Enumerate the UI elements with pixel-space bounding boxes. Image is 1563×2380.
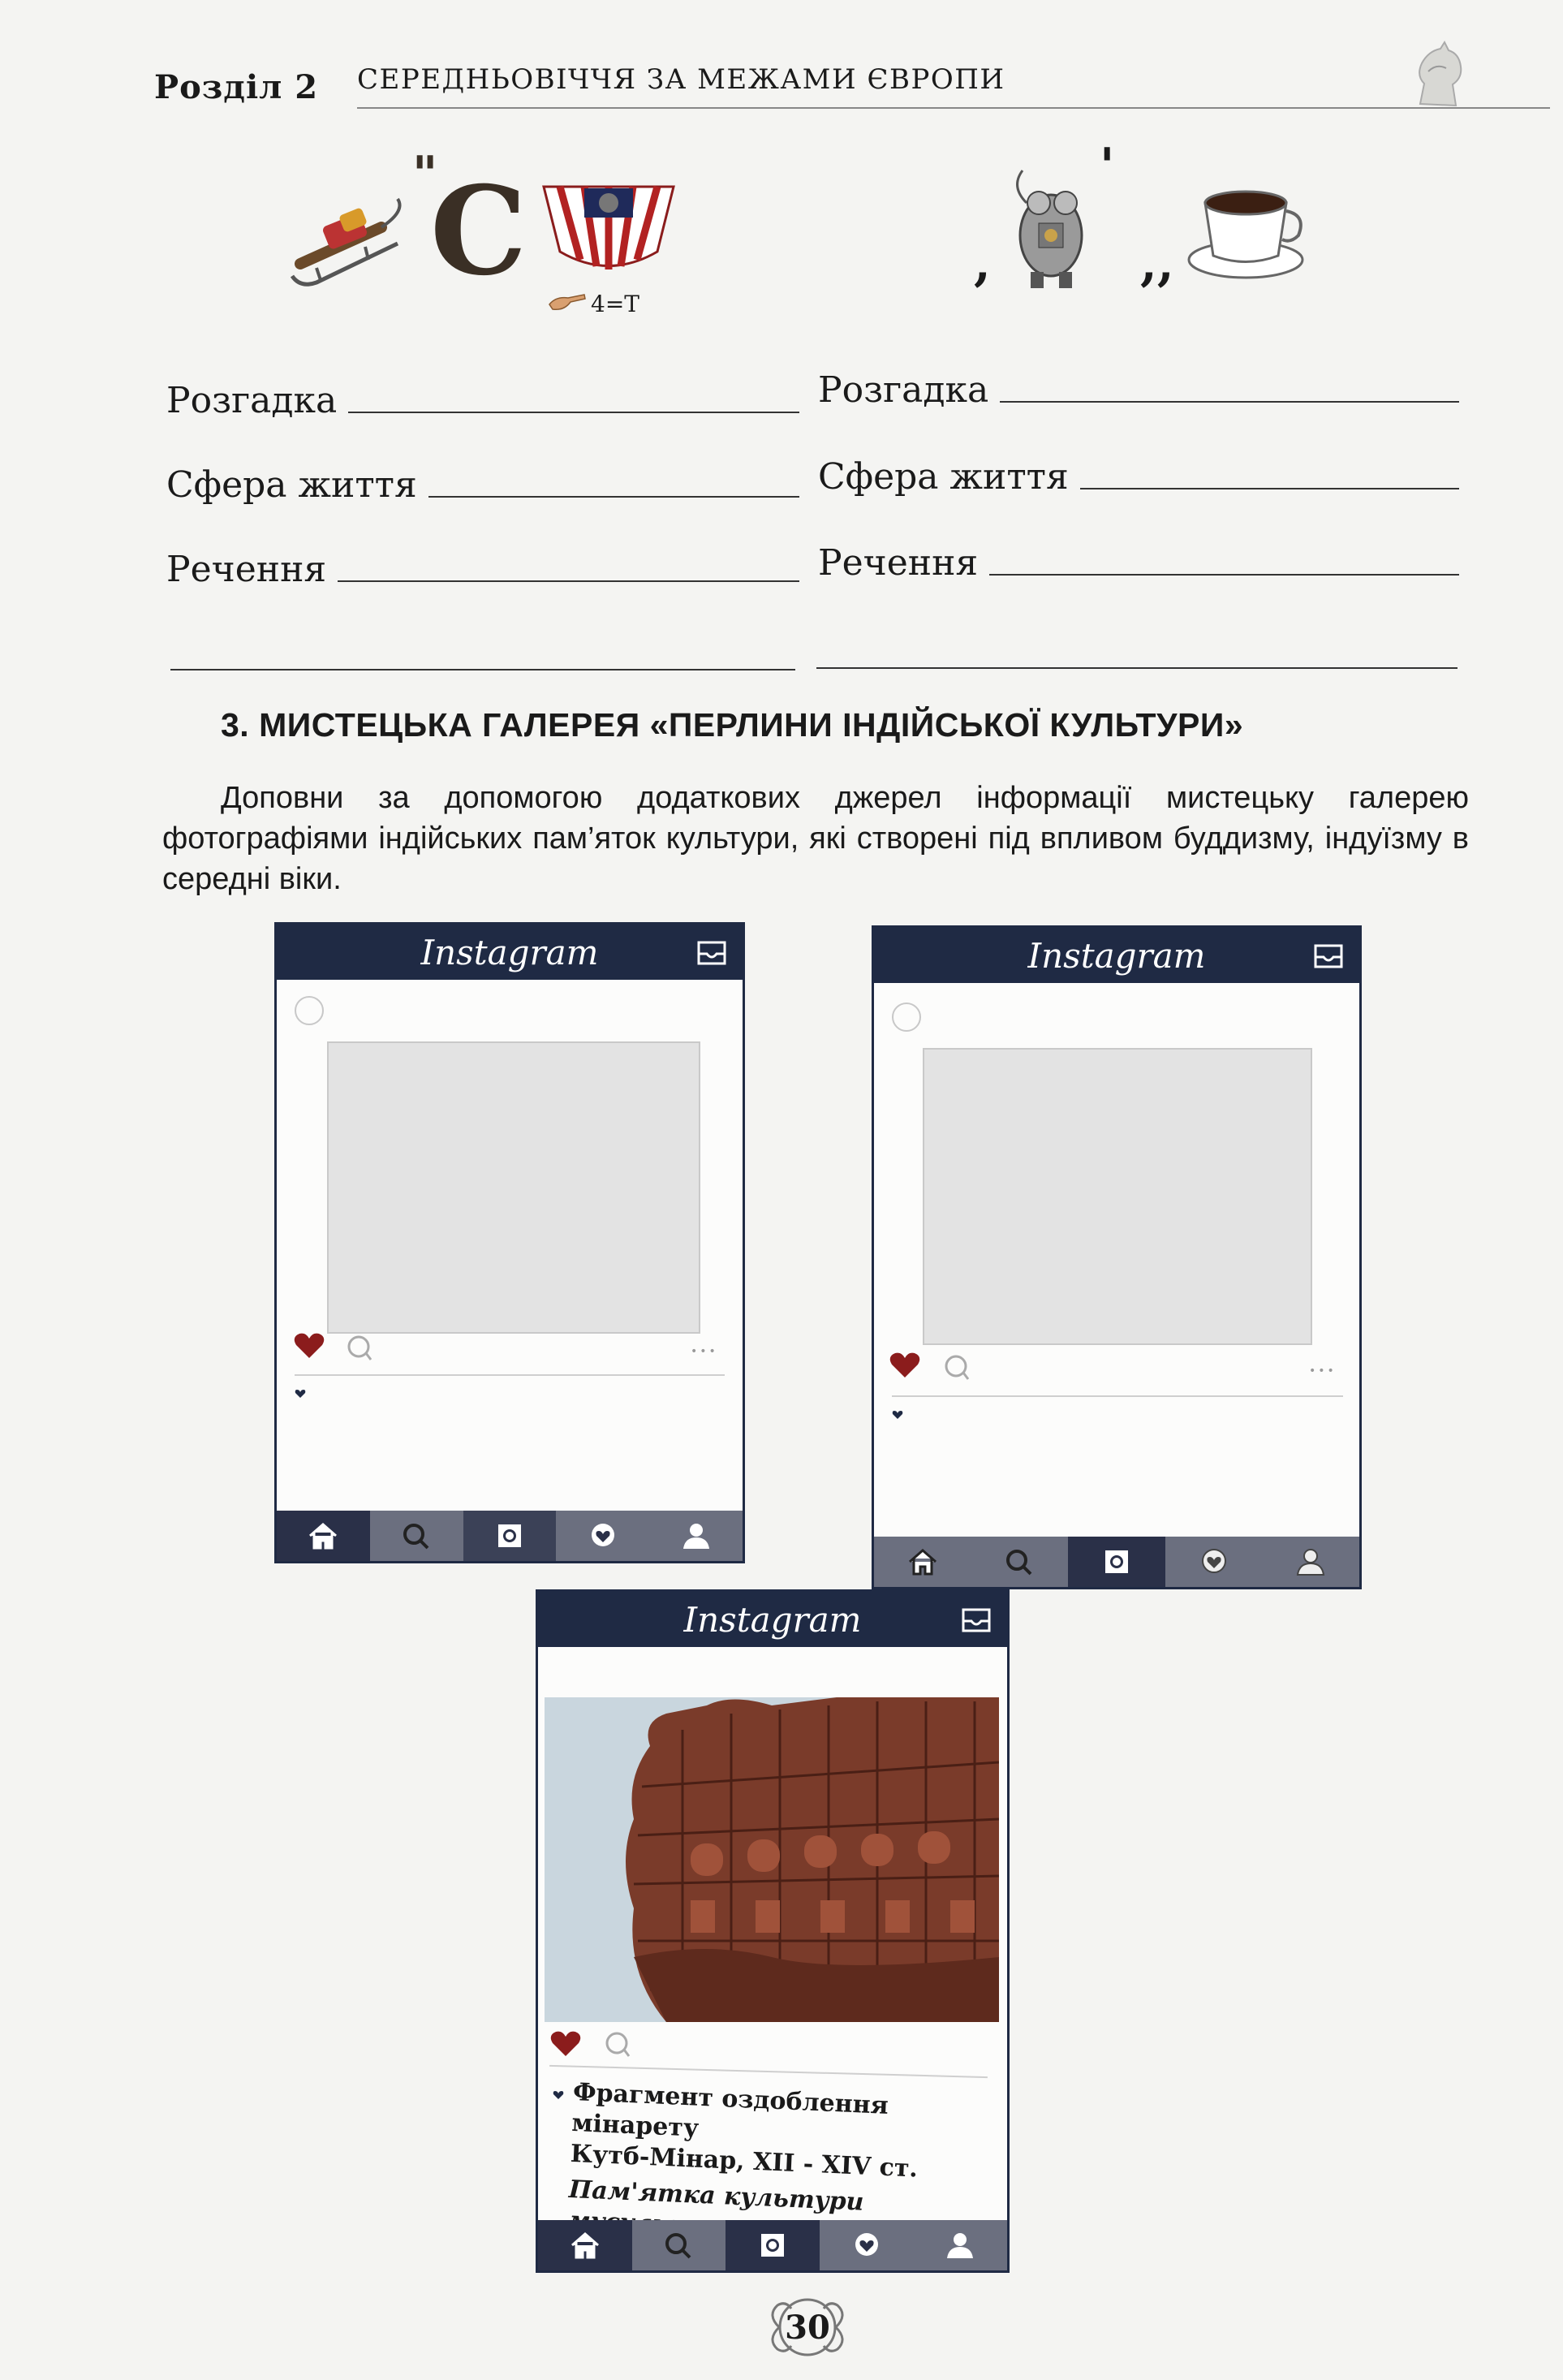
avatar[interactable] [295,996,324,1025]
right-guess-row [818,369,1459,411]
comment-icon[interactable] [942,1353,970,1381]
nav-activity[interactable] [1165,1537,1263,1587]
instagram-card-3 [536,1589,1010,2273]
left-sphere-row [166,464,799,506]
left-sentence-label: Речення [166,549,327,590]
header-rule [357,107,1550,109]
nav-camera[interactable] [726,2220,820,2270]
ig-header [277,925,743,980]
page-number-badge [763,2291,852,2364]
activity-icon [587,1521,619,1550]
ig-header [874,928,1359,983]
ig-header [538,1592,1007,1647]
camera-icon [1100,1547,1133,1576]
nav-home[interactable] [874,1537,971,1587]
nav-home[interactable] [538,2220,632,2270]
right-sentence-row [818,542,1459,584]
heart-icon[interactable] [293,1330,325,1360]
instagram-card-1 [274,922,745,1563]
left-sentence-row [166,549,799,590]
section-3-body: Доповни за допомогою додаткових джерел інформації мистецьку галерею фотографіями індійських пам’яток культури, які створені під впливом буддизму, індуїзму в середні віки. [162,781,1469,896]
camera-icon [493,1521,526,1550]
caption-line-3: Пам'ятка культури [568,2175,865,2217]
inbox-icon[interactable] [960,1605,992,1634]
minaret-photo[interactable] [545,1697,999,2022]
left-sphere-label: Сфера життя [166,464,417,506]
ig-logo: Instagram [683,1600,862,1640]
ig-separator [295,1374,725,1376]
pointing-hand-icon [548,288,588,313]
left-extra-line[interactable] [170,669,795,670]
home-icon [906,1547,939,1576]
rebus-quote-mark: " [412,146,438,203]
chapter-title: СЕРЕДНЬОВІЧЧЯ ЗА МЕЖАМИ ЄВРОПИ [357,63,1005,96]
griffin-ornament-icon [1404,39,1469,112]
heart-icon[interactable] [889,1350,921,1379]
rebus-hint: 4=Т [591,291,639,317]
ig-bottom-nav [874,1537,1359,1587]
right-extra-line[interactable] [816,667,1458,669]
comment-icon[interactable] [345,1334,372,1361]
section-label: Розділ 2 [154,68,319,106]
rebus-apostrophe: ' [1100,138,1115,195]
nav-camera[interactable] [463,1511,557,1561]
rebus-comma-double: ,, [1140,235,1174,292]
left-guess-label: Розгадка [166,380,338,421]
inbox-icon[interactable] [1312,941,1345,970]
section-3-text [162,778,1469,899]
small-heart-icon [553,2090,564,2100]
profile-icon [1294,1547,1327,1576]
nav-search[interactable] [370,1511,463,1561]
photo-placeholder[interactable] [327,1041,700,1334]
profile-icon [680,1521,713,1550]
ig-separator [549,2065,988,2078]
photo-placeholder[interactable] [923,1048,1312,1345]
small-heart-icon [295,1389,306,1399]
nav-camera[interactable] [1068,1537,1165,1587]
activity-icon [1198,1547,1230,1576]
page-header [154,63,1420,112]
nav-profile[interactable] [649,1511,743,1561]
home-icon [307,1521,339,1550]
ig-bottom-nav [277,1511,743,1561]
ig-logo: Instagram [420,933,599,972]
rebus-comma-left: , [974,235,991,292]
right-sentence-label: Речення [818,542,979,584]
nav-profile[interactable] [1262,1537,1359,1587]
right-sphere-line[interactable] [1080,486,1459,489]
nav-profile[interactable] [913,2220,1007,2270]
section-3-title: 3. МИСТЕЦЬКА ГАЛЕРЕЯ «ПЕРЛИНИ ІНДІЙСЬКОЇ КУЛЬТУРИ» [221,706,1244,744]
right-guess-label: Розгадка [818,369,989,411]
left-sentence-line[interactable] [338,579,799,582]
ig-bottom-nav [538,2220,1007,2270]
right-sentence-line[interactable] [989,572,1459,576]
search-icon [1003,1547,1036,1576]
camera-icon [756,2231,789,2260]
page-number: 30 [785,2309,830,2347]
sled-icon [284,187,414,300]
right-sphere-label: Сфера життя [818,456,1069,498]
more-dots-icon[interactable]: ••• [1309,1365,1337,1378]
search-icon [400,1521,433,1550]
instagram-card-2 [872,925,1362,1589]
activity-icon [850,2231,883,2260]
nav-search[interactable] [632,2220,726,2270]
home-icon [569,2231,601,2260]
nav-home[interactable] [277,1511,370,1561]
ig-logo: Instagram [1027,936,1206,976]
inbox-icon[interactable] [695,938,728,967]
avatar[interactable] [892,1002,921,1032]
nav-search[interactable] [971,1537,1069,1587]
nav-activity[interactable] [820,2220,914,2270]
right-guess-line[interactable] [1000,399,1459,403]
rebus-letter: С [430,160,527,303]
comment-icon[interactable] [603,2030,631,2058]
caption-line-1: Фрагмент оздоблення мінарету [571,2077,889,2143]
ig-separator [892,1395,1343,1397]
left-guess-row [166,380,799,421]
small-heart-icon [892,1410,903,1420]
flag-banner-icon [536,170,682,284]
more-dots-icon[interactable]: ••• [691,1345,718,1358]
rebus-left [276,146,698,341]
mouse-robot-icon [1002,154,1100,296]
right-sphere-row [818,456,1459,498]
rebus-right [974,138,1315,341]
search-icon [662,2231,695,2260]
nav-activity[interactable] [556,1511,649,1561]
left-guess-line[interactable] [348,410,799,413]
coffee-cup-icon [1185,179,1307,284]
caption-line-2: Кутб-Мінар, XII - XIV ст. [570,2139,919,2184]
profile-icon [944,2231,976,2260]
heart-icon[interactable] [549,2029,582,2058]
left-sphere-line[interactable] [428,494,799,498]
